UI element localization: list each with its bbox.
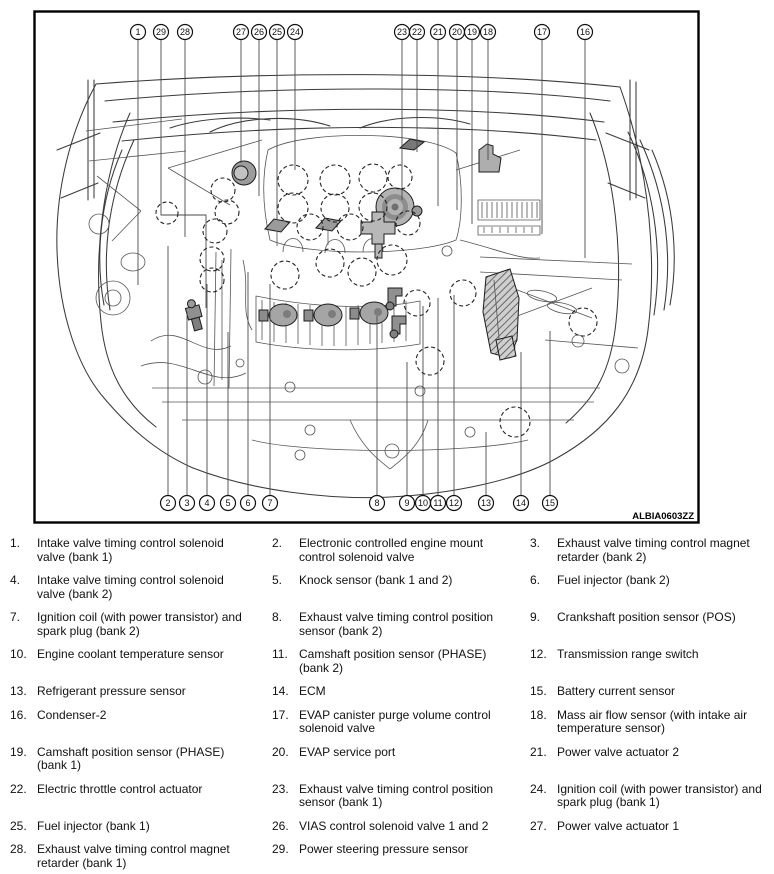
callout-17: [535, 25, 550, 40]
callout-number: 25: [271, 27, 283, 38]
callout-24: [288, 25, 303, 40]
legend-item-text: Intake valve timing control solenoid valve (bank 1): [37, 536, 224, 564]
legend-item-number: 27.: [530, 818, 547, 833]
legend-item-6: [530, 574, 768, 601]
callout-number: 29: [155, 27, 167, 38]
legend-item-number: 8.: [272, 610, 283, 624]
callout-10: [416, 496, 431, 511]
callout-number: 9: [404, 498, 410, 509]
callout-number: 20: [451, 27, 463, 38]
legend-item-21: [530, 746, 768, 773]
legend-item-text: Refrigerant pressure sensor: [37, 684, 186, 698]
legend-item-10: [10, 648, 272, 675]
callout-13: [479, 496, 494, 511]
legend-item-number: 11.: [272, 647, 288, 661]
callout-number: 6: [245, 498, 251, 509]
callout-number: 16: [579, 27, 591, 38]
legend-item-number: 9.: [530, 610, 541, 624]
callout-6: [241, 496, 256, 511]
legend-item-text: Power valve actuator 2: [557, 744, 680, 759]
callout-25: [270, 25, 285, 40]
callout-14: [514, 496, 529, 511]
legend-item-number: 18.: [530, 707, 547, 722]
callout-number: 3: [184, 498, 190, 509]
legend-item-text: Crankshaft position sensor (POS): [557, 610, 736, 624]
legend-item-number: 19.: [10, 744, 27, 759]
legend-item-13: [10, 685, 272, 699]
callout-11: [431, 496, 446, 511]
legend-item-text: EVAP canister purge volume control solenoid valve: [299, 707, 491, 735]
callout-number: 4: [204, 498, 210, 509]
callout-19: [465, 25, 480, 40]
legend-item-25: [10, 820, 272, 834]
legend-item-12: [530, 648, 768, 675]
legend-item-text: Electric throttle control actuator: [37, 781, 203, 796]
legend-item-7: [10, 611, 272, 638]
legend-item-text: Fuel injector (bank 2): [557, 573, 670, 587]
callout-number: 23: [396, 27, 408, 38]
callout-number: 17: [536, 27, 548, 38]
callout-number: 24: [289, 27, 301, 38]
legend-item-27: [530, 820, 768, 834]
legend-item-number: 24.: [530, 781, 547, 796]
legend-item-number: 16.: [10, 707, 27, 722]
legend-item-19: [10, 746, 272, 773]
legend-item-text: Transmission range switch: [557, 647, 699, 661]
callout-number: 26: [253, 27, 265, 38]
callout-9: [400, 496, 415, 511]
callout-3: [180, 496, 195, 511]
legend-item-number: 2.: [272, 536, 283, 550]
legend-item-text: Ignition coil (with power transistor) and spark plug (bank 1): [557, 781, 762, 809]
legend-item-number: 7.: [10, 610, 21, 624]
legend-item-number: 23.: [272, 781, 289, 796]
legend-item-number: 1.: [10, 536, 21, 550]
callout-16: [578, 25, 593, 40]
legend-item-1: [10, 537, 272, 564]
legend-item-text: Mass air flow sensor (with intake air temperature sensor): [557, 707, 748, 735]
callout-2: [161, 496, 176, 511]
legend-item-29: [272, 843, 530, 870]
legend-item-number: 26.: [272, 818, 289, 833]
legend-item-2: [272, 537, 530, 564]
legend-item-15: [530, 685, 768, 699]
callout-8: [370, 496, 385, 511]
legend-item-number: 3.: [530, 536, 541, 550]
callout-26: [252, 25, 267, 40]
legend-item-26: [272, 820, 530, 834]
callout-12: [447, 496, 462, 511]
legend-item-number: 5.: [272, 573, 283, 587]
component-legend: [10, 537, 768, 870]
callout-number: 1: [135, 27, 141, 38]
legend-item-text: Power steering pressure sensor: [299, 842, 469, 856]
legend-item-text: Battery current sensor: [557, 684, 676, 698]
legend-item-number: 12.: [530, 647, 547, 661]
oil-filler-cap: [232, 161, 256, 185]
callout-number: 18: [482, 27, 494, 38]
legend-item-number: 10.: [10, 647, 27, 661]
callout-29: [154, 25, 169, 40]
legend-item-text: Camshaft position sensor (PHASE) (bank 2): [299, 647, 487, 675]
callout-27: [234, 25, 249, 40]
callout-number: 5: [225, 498, 231, 509]
callout-18: [481, 25, 496, 40]
legend-item-text: Electronic controlled engine mount control solenoid valve: [299, 536, 484, 564]
legend-item-22: [10, 783, 272, 810]
legend-item-5: [272, 574, 530, 601]
callout-21: [431, 25, 446, 40]
legend-item-text: Condenser-2: [37, 707, 107, 722]
callout-number: 11: [433, 498, 443, 509]
legend-item-number: 13.: [10, 684, 27, 698]
legend-item-24: [530, 783, 768, 810]
legend-item-14: [272, 685, 530, 699]
callout-7: [263, 496, 278, 511]
callout-number: 13: [480, 498, 492, 509]
legend-item-text: Knock sensor (bank 1 and 2): [299, 573, 453, 587]
callout-20: [450, 25, 465, 40]
legend-item-number: 21.: [530, 744, 547, 759]
legend-item-17: [272, 709, 530, 736]
legend-item-number: 29.: [272, 842, 289, 856]
callout-1: [131, 25, 146, 40]
callout-15: [543, 496, 558, 511]
legend-item-16: [10, 709, 272, 736]
callout-number: 22: [411, 27, 423, 38]
legend-item-text: Exhaust valve timing control position sensor (bank 2): [299, 610, 494, 638]
legend-item-text: ECM: [299, 684, 326, 698]
legend-item-text: Engine coolant temperature sensor: [37, 647, 224, 661]
callout-22: [410, 25, 425, 40]
callout-number: 10: [417, 498, 429, 509]
legend-item-text: Camshaft position sensor (PHASE) (bank 1): [37, 744, 225, 772]
legend-item-number: 22.: [10, 781, 27, 796]
legend-item-4: [10, 574, 272, 601]
figure-border: [35, 12, 699, 523]
callout-number: 19: [466, 27, 478, 38]
legend-item-23: [272, 783, 530, 810]
callout-number: 27: [235, 27, 247, 38]
legend-item-number: 4.: [10, 573, 21, 587]
callout-number: 21: [432, 27, 444, 38]
legend-item-11: [272, 648, 530, 675]
callout-number: 8: [374, 498, 380, 509]
legend-item-text: Exhaust valve timing control magnet retarder (bank 2): [557, 536, 750, 564]
legend-item-3: [530, 537, 768, 564]
legend-item-number: 20.: [272, 744, 289, 759]
legend-item-text: Power valve actuator 1: [557, 818, 680, 833]
ignition-coils: [259, 302, 388, 326]
callout-23: [395, 25, 410, 40]
legend-item-text: Intake valve timing control solenoid valve (bank 2): [37, 573, 224, 601]
legend-item-number: 14.: [272, 684, 289, 698]
legend-item-text: Ignition coil (with power transistor) and spark plug (bank 2): [37, 610, 242, 638]
legend-item-number: 17.: [272, 707, 289, 722]
legend-item-number: 15.: [530, 684, 547, 698]
legend-item-text: EVAP service port: [299, 744, 396, 759]
figure-code: ALBIA0603ZZ: [632, 511, 694, 522]
callout-4: [200, 496, 215, 511]
callout-number: 12: [448, 498, 460, 509]
callout-number: 28: [179, 27, 191, 38]
legend-item-text: VIAS control solenoid valve 1 and 2: [299, 818, 489, 833]
callout-5: [221, 496, 236, 511]
legend-item-20: [272, 746, 530, 773]
callout-number: 7: [267, 498, 273, 509]
legend-item-text: Exhaust valve timing control magnet retarder (bank 1): [37, 842, 230, 870]
callout-28: [178, 25, 193, 40]
callout-number: 14: [515, 498, 527, 509]
legend-item-28: [10, 843, 272, 870]
legend-item-number: 25.: [10, 818, 27, 833]
legend-item-text: Exhaust valve timing control position sensor (bank 1): [299, 781, 494, 809]
legend-item-9: [530, 611, 768, 638]
legend-item-number: 28.: [10, 842, 27, 856]
legend-item-text: Fuel injector (bank 1): [37, 818, 150, 833]
legend-item-number: 6.: [530, 573, 541, 587]
legend-item-8: [272, 611, 530, 638]
callout-number: 2: [165, 498, 171, 509]
legend-item-18: [530, 709, 768, 736]
callout-number: 15: [544, 498, 556, 509]
